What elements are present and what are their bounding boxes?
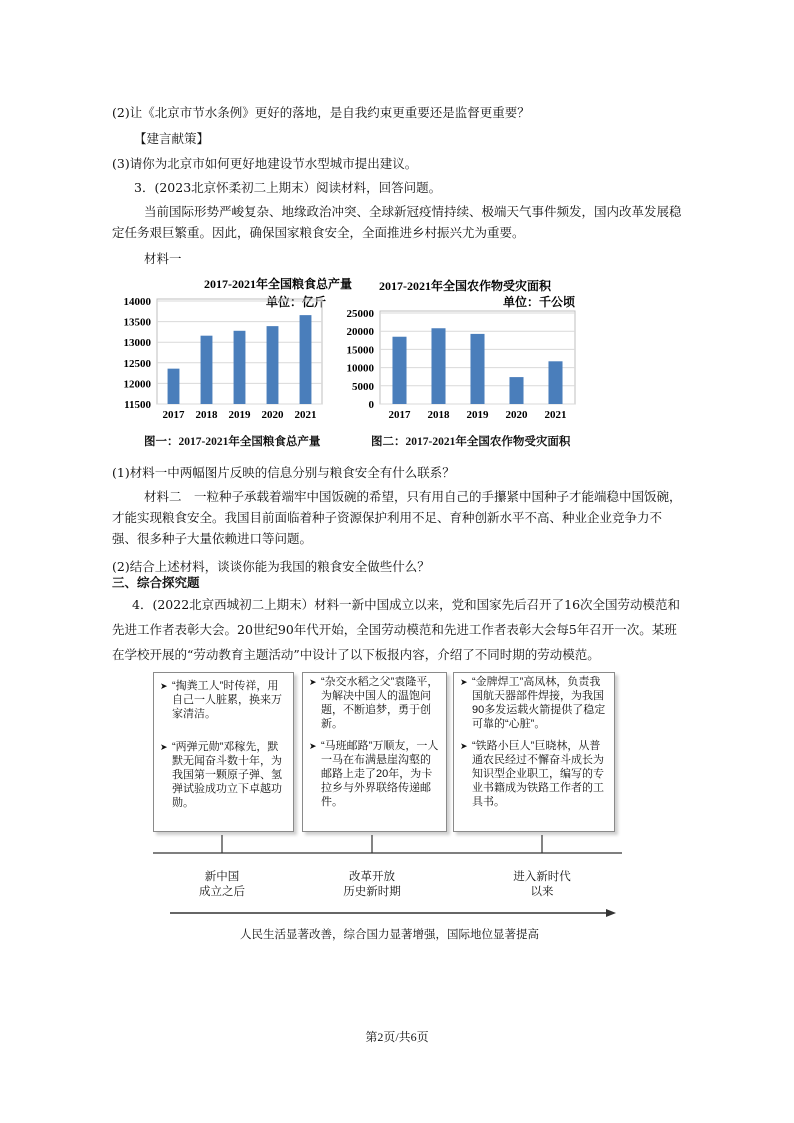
board-item: ➤ “杂交水稻之父”袁隆平，为解决中国人的温饱问题，不断追梦，勇于创新。 — [309, 676, 439, 730]
arrow-bullet-icon: ➤ — [309, 741, 317, 751]
x-tick-label: 2020 — [505, 409, 528, 421]
timeline-label-3: 进入新时代 以来 — [513, 871, 571, 898]
x-tick-label: 2018 — [427, 409, 450, 421]
bar — [392, 337, 406, 404]
y-tick-label: 10000 — [346, 362, 374, 375]
x-tick-label: 2021 — [294, 409, 317, 421]
arrow-caption: 人民生活显著改善，综合国力显著增强，国际地位显著提高 — [240, 929, 539, 941]
chart-caption-2: 图二：2017-2021年全国农作物受灾面积 — [371, 436, 571, 448]
section-3-title: 三、综合探究题 — [112, 575, 200, 590]
chart-caption-1: 图一：2017-2021年全国粮食总产量 — [144, 436, 321, 448]
arrow-bullet-icon: ➤ — [460, 677, 468, 687]
y-tick-label: 13500 — [123, 316, 151, 329]
board-item: ➤ “金牌焊工”高凤林，负责我国航天器部件焊接，为我国90多发运载火箭提供了稳定可靠的“心脏”。 — [460, 676, 606, 730]
bar — [470, 334, 484, 404]
board-box-3 — [453, 672, 615, 832]
x-tick-label: 2019 — [466, 409, 489, 421]
x-tick-label: 2020 — [261, 409, 284, 421]
board-box-1 — [153, 672, 294, 832]
material-1-label: 材料一 — [144, 251, 182, 266]
arrow-bullet-icon: ➤ — [160, 681, 168, 691]
section-jianyan: 【建言献策】 — [134, 131, 210, 146]
timeline-label-2: 改革开放 历史新时期 — [343, 871, 401, 898]
chart-title: 2017-2021年全国农作物受灾面积 — [379, 279, 551, 293]
y-tick-label: 20000 — [346, 326, 374, 339]
y-tick-label: 15000 — [346, 344, 374, 357]
chart-disaster-area — [340, 270, 580, 420]
bar — [201, 336, 213, 404]
y-tick-label: 5000 — [352, 380, 374, 393]
x-tick-label: 2017 — [388, 409, 411, 421]
bar — [234, 331, 246, 404]
y-tick-label: 0 — [368, 399, 374, 411]
question-3-intro: 当前国际形势严峻复杂、地缘政治冲突、全球新冠疫情持续、极端天气事件频发，国内改革发展稳定任务艰巨繁重。因此，确保国家粮食安全，全面推进乡村振兴尤为重要。 — [112, 204, 682, 240]
arrow-head-icon — [606, 909, 616, 917]
question-4-intro: 4．(2022北京西城初二上期末）材料一新中国成立以来，党和国家先后召开了16次全国劳动模范和先进工作者表彰大会。20世纪90年代开始，全国劳动模范和先进工作者表彰大会每5年召开一次。某班在学校开展的“劳动教育主题活动”中设计了以下板报内容，介绍了不同时期的劳动模范。 — [112, 597, 681, 662]
question-2-2: (2)让《北京市节水条例》更好的落地，是自我约束更重要还是监督更重要？ — [112, 105, 530, 120]
board-item: ➤ “马班邮路”万顺友，一人一马在布满悬崖沟壑的邮路上走了20年，为卡拉乡与外界联络传递邮件。 — [309, 740, 439, 808]
chart-unit: 单位：亿斤 — [265, 295, 326, 309]
bar — [168, 369, 180, 404]
x-tick-label: 2018 — [195, 409, 218, 421]
bar — [300, 315, 312, 404]
bar — [431, 328, 445, 404]
question-3-2: (2)结合上述材料，谈谈你能为我国的粮食安全做些什么？ — [112, 559, 430, 574]
question-2-3: (3)请你为北京市如何更好地建设节水型城市提出建议。 — [112, 156, 418, 171]
chart-grain-output — [110, 270, 352, 421]
board-item: ➤ “两弹元勋”邓稼先，默默无闻奋斗数十年，为我国第一颗原子弹、氢弹试验成功立下卓越功勋。 — [160, 741, 282, 809]
y-tick-label: 12000 — [123, 378, 151, 391]
chart-unit: 单位：千公顷 — [502, 295, 575, 309]
material-2: 材料二 一粒种子承载着端牢中国饭碗的希望，只有用自己的手攥紧中国种子才能端稳中国饭碗，才能实现粮食安全。我国目前面临着种子资源保护利用不足、育种创新水平不高、种业企业竞争力不强、很多种子大量依赖进口等问题。 — [112, 489, 682, 546]
arrow-bullet-icon: ➤ — [160, 742, 168, 752]
timeline-label-1: 新中国 成立之后 — [199, 871, 245, 898]
board-box-2 — [302, 672, 447, 832]
page-footer: 第2页/共6页 — [365, 1030, 429, 1044]
question-3-1: (1)材料一中两幅图片反映的信息分别与粮食安全有什么联系？ — [112, 465, 455, 480]
x-tick-label: 2021 — [544, 409, 567, 421]
question-3-header: 3．(2023北京怀柔初二上期末）阅读材料，回答问题。 — [134, 180, 442, 195]
y-tick-label: 13000 — [123, 337, 151, 350]
x-tick-label: 2017 — [162, 409, 185, 421]
board-item: ➤ “铁路小巨人”巨晓林，从普通农民经过不懈奋斗成长为知识型企业职工，编写的专业书籍成为铁路工作者的工具书。 — [460, 740, 604, 808]
board-item: ➤ “掏粪工人”时传祥，用自己一人脏累，换来万家清洁。 — [160, 680, 282, 720]
y-tick-label: 25000 — [346, 308, 374, 320]
y-tick-label: 12500 — [123, 357, 151, 370]
bar — [548, 361, 562, 404]
x-tick-label: 2019 — [228, 409, 251, 421]
y-tick-label: 11500 — [124, 399, 151, 411]
bar — [509, 377, 523, 404]
chart-title: 2017-2021年全国粮食总产量 — [204, 277, 352, 291]
y-tick-label: 14000 — [123, 296, 151, 308]
bar — [267, 326, 279, 404]
arrow-bullet-icon: ➤ — [460, 741, 468, 751]
arrow-bullet-icon: ➤ — [309, 677, 317, 687]
